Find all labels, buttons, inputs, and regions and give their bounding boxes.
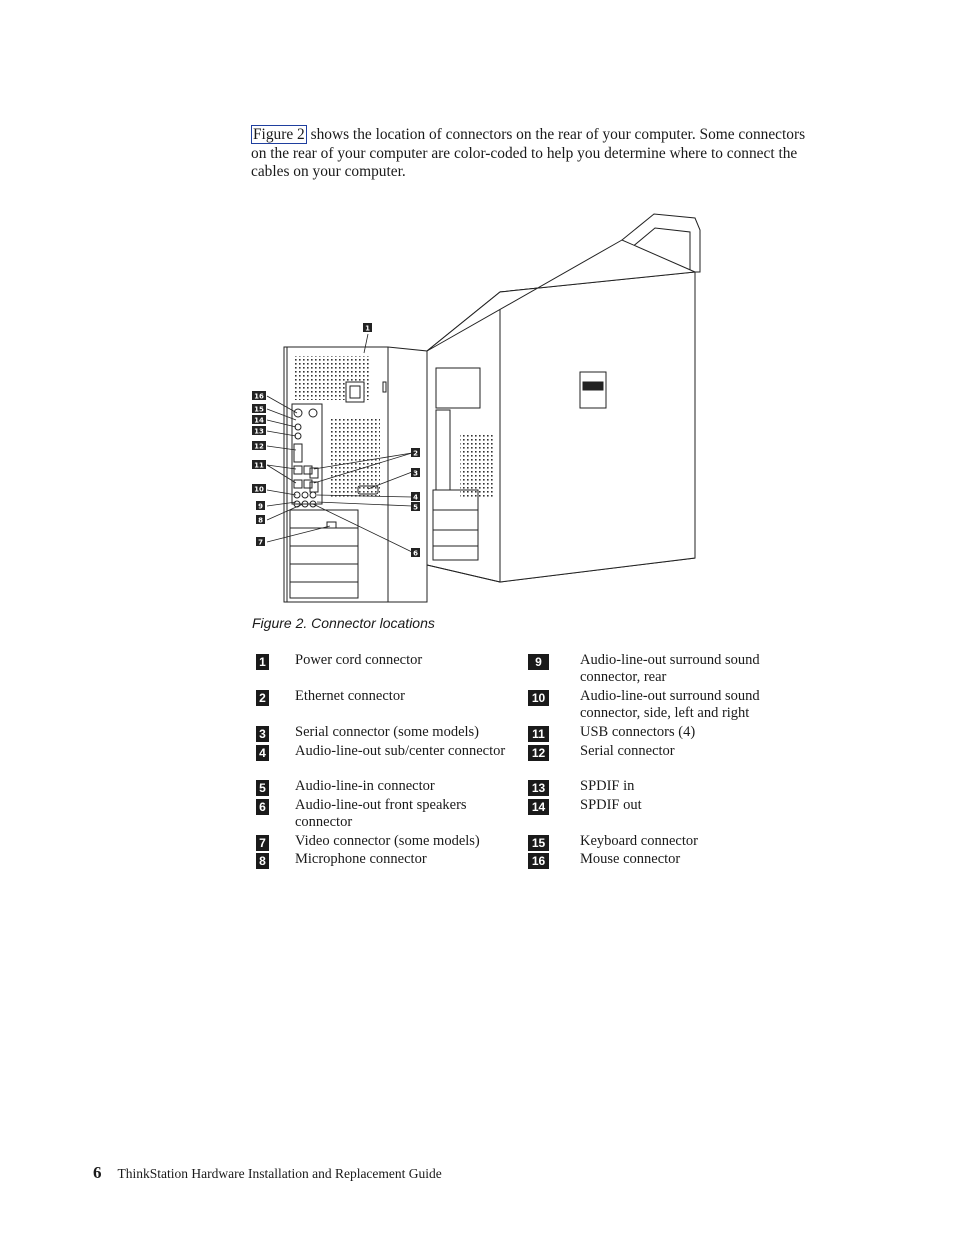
callout-label: 3 [413,469,418,478]
callout-11 [252,460,266,470]
callout-label: 9 [258,502,263,511]
legend-text: Power cord connector [295,652,423,668]
callout-12 [252,441,266,451]
callout-14 [252,415,266,425]
legend-text: Keyboard connector [580,833,698,849]
callout-label: 15 [254,405,264,414]
intro-paragraph [251,126,821,182]
legend-number-badge: 8 [256,853,269,869]
callout-6 [411,548,420,558]
callout-2 [411,448,420,458]
callout-16 [252,391,266,401]
legend-number-badge: 11 [528,726,549,742]
tower-computer-drawing [284,214,700,602]
legend-text: Audio-line-out sub/center connector [295,743,506,759]
callout-label: 11 [254,461,264,470]
legend-number-badge: 2 [256,690,269,706]
legend-number-badge: 10 [528,690,549,706]
legend-number-badge: 13 [528,780,549,796]
callout-label: 1 [365,324,370,333]
footer-title: ThinkStation Hardware Installation and Replacement Guide [117,1166,442,1181]
legend-text: Audio-line-out surround sound connector, side, left and right [580,688,760,721]
callout-label: 10 [254,485,264,494]
legend-number-badge: 6 [256,799,269,815]
figure-caption: Figure 2. Connector locations [252,615,435,631]
legend-text: Audio-line-out front speakers connector [295,797,467,830]
callout-13 [252,426,266,436]
page-number: 6 [93,1163,102,1182]
callout-label: 2 [413,449,418,458]
legend-text: Ethernet connector [295,688,405,704]
legend-number-badge: 14 [528,799,549,815]
legend-number-badge: 12 [528,745,549,761]
callout-8 [256,515,265,525]
intro-text: shows the location of connectors on the rear of your computer. Some connectors on the rear of your computer are color-coded to help you determine where to connect the cables on your computer. [251,126,806,180]
legend-text: Serial connector [580,743,675,759]
legend-number-badge: 9 [528,654,549,670]
callout-label: 13 [254,427,264,436]
legend-text: Audio-line-out surround sound connector, rear [580,652,760,685]
callout-5 [411,502,420,512]
legend-number-badge: 7 [256,835,269,851]
callout-label: 16 [254,392,264,401]
callout-label: 5 [413,503,418,512]
callout-4 [411,492,420,502]
connector-locations-figure [250,210,710,605]
legend-number-badge: 16 [528,853,549,869]
legend-number-badge: 4 [256,745,269,761]
callout-label: 4 [413,493,418,502]
legend-text: SPDIF in [580,778,635,794]
callout-label: 8 [258,516,263,525]
figure-2-link[interactable]: Figure 2 [253,126,305,143]
callout-15 [252,404,266,414]
callout-7 [256,537,265,547]
callout-3 [411,468,420,478]
legend-text: SPDIF out [580,797,642,813]
legend-text: Microphone connector [295,851,427,867]
legend-number-badge: 3 [256,726,269,742]
callout-1 [363,323,372,333]
legend-text: Audio-line-in connector [295,778,435,794]
legend-number-badge: 15 [528,835,549,851]
page-footer [93,1163,442,1183]
legend-text: Video connector (some models) [295,833,480,849]
callout-label: 12 [254,442,264,451]
callout-label: 14 [254,416,264,425]
legend-text: Serial connector (some models) [295,724,480,740]
legend-number-badge: 5 [256,780,269,796]
legend-text: Mouse connector [580,851,681,867]
legend-text: USB connectors (4) [580,724,696,740]
callout-label: 7 [258,538,263,547]
callout-10 [252,484,266,494]
legend-number-badge: 1 [256,654,269,670]
callout-label: 6 [413,549,418,558]
callout-9 [256,501,265,511]
